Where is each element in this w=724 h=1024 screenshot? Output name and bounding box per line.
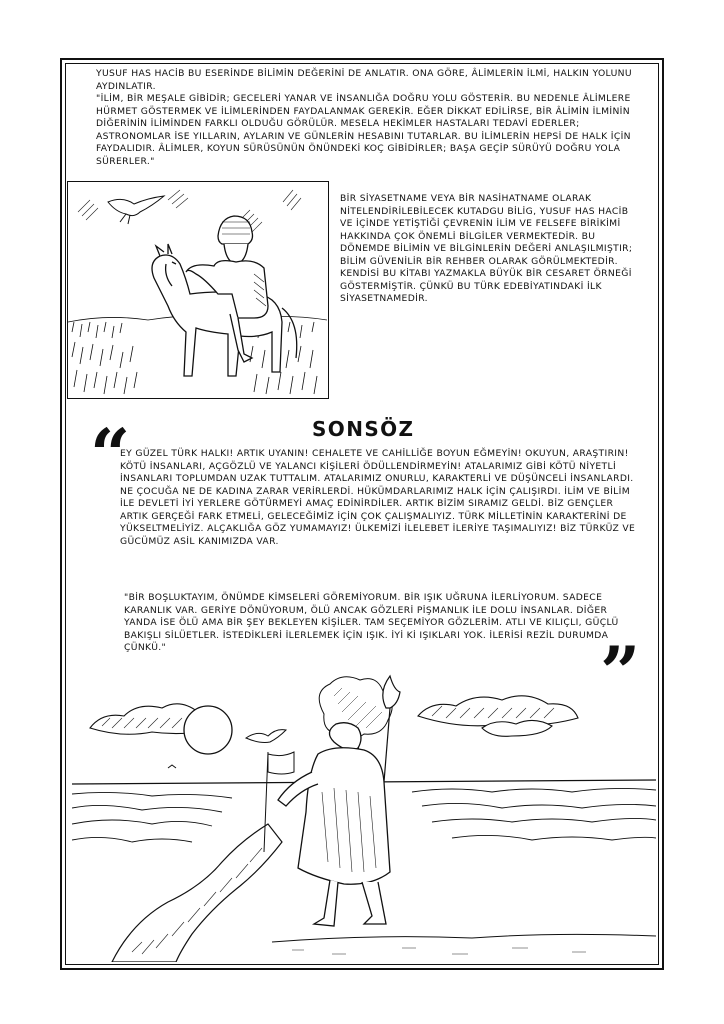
horseman-illustration — [67, 181, 329, 399]
wanderer-illustration — [72, 672, 656, 962]
horseman-drawing — [68, 182, 327, 397]
sun-icon — [184, 706, 232, 754]
intro-paragraph: YUSUF HAS HACİB BU ESERİNDE BİLİMİN DEĞERİNİ DE ANLATIR. ONA GÖRE, ÂLİMLERİN İLMİ, HALKIN YOLUNU AYDINLATIR. — [96, 68, 632, 92]
intro-quote: "İLİM, BİR MEŞALE GİBİDİR; GECELERİ YANAR VE İNSANLIĞA DOĞRU YOLU GÖSTERİR. BU NEDENLE ÂLİMLERE HÜRMET GÖSTERMEK VE İLİMLERİNDEN FAYDALANMAK GEREKİR. EĞER DİKKAT EDİLİRSE, BİR ÂLİMİN İLMİNİN DİĞERİNİN İLİMİNDEN FARKLI OLDUĞU GÖRÜLÜR. MESELA HEKİMLER HASTALARI TEDAVİ EDERLER; ASTRONOMLAR İSE YILLARIN, AYLARIN VE GÜNLERİN HESABINI TUTARLAR. BU İLİMLERİN HEPSİ DE HALK İÇİN FAYDALIDIR. ÂLİMLER, KOYUN SÜRÜSÜNÜN ÖNÜNDEKİ KOÇ GİBİDİRLER; BAŞA GEÇİP SÜRÜYÜ DOĞRU YOLA SÜRERLER." — [96, 93, 631, 167]
closing-quote-text: "BİR BOŞLUKTAYIM, ÖNÜMDE KİMSELERİ GÖREMİYORUM. BİR IŞIK UĞRUNA İLERLİYORUM. SADECE KARANLIK VAR. GERİYE DÖNÜYORUM, ÖLÜ ANCAK GÖZLERİ PİŞMANLIK İLE DOLU İNSANLAR. DİĞER YANDA İSE ÖLÜ AMA BİR ŞEY BEKLEYEN KİŞİLER. TAM SEÇEMİYOR GÖZLERİM. ATLI VE KILIÇLI, GÜÇLÜ BAKIŞLI SİLÜETLER. İSTEDİKLERİ İLERLEMEK İÇİN IŞIK. İYİ Kİ IŞIKLARI YOK. İLERİSİ REZİL DURUMDA ÇÜNKÜ." — [124, 592, 619, 653]
side-text-block: BİR SİYASETNAME VEYA BİR NASİHATNAME OLARAK NİTELENDİRİLEBİLECEK KUTADGU BİLİG, YUSUF HAS HACİB VE İÇİNDE YETİŞTİĞİ ÇEVRENİN İLİM VE FELSEFE BİRİKİMİ HAKKINDA ÇOK ÖNEMLİ BİLGİLER VERMEKTEDİR. BU DÖNEMDE BİLİMİN VE BİLGİNLERİN DEĞERİ ANLAŞILMIŞTIR; BİLİM GÜVENİLİR BİR REHBER OLARAK GÖRÜLMEKTEDİR. KENDİSİ BU KİTABI YAZMAKLA BÜYÜK BİR CESARET ÖRNEĞİ GÖSTERMİŞTİR. ÇÜNKÜ BU TÜRK EDEBİYATINDAKİ İLK SİYASETNAMEDİR. — [340, 193, 633, 304]
close-quote-mark: ” — [600, 631, 641, 714]
epilogue-text: EY GÜZEL TÜRK HALKI! ARTIK UYANIN! CEHALETE VE CAHİLLİĞE BOYUN EĞMEYİN! OKUYUN, ARAŞTIRIN! KÖTÜ İNSANLARI, AÇGÖZLÜ VE YALANCI KİŞİLERİ ÖDÜLLENDİRMEYİN! ATALARIMIZ GİBİ KÖTÜ NİYETLİ İNSANLARI TOPLUMDAN UZAK TUTTALIM. ATALARIMIZ ONURLU, KARAKTERLİ VE DÜŞÜNCELİ İNSANLARDI. NE ÇOCUĞA NE DE KADINA ZARAR VERİRLERDİ. HÜKÜMDARLARIMIZ HALK İÇİN ÇALIŞIRDI. İLİM VE BİLİM İLE DEVLETİ İYİ YERLERE GÖTÜRMEYİ AMAÇ EDİNİRDİLER. ARTIK BİZİM SIRAMIZ GELDİ. BİZ GENÇLER ARTIK GERÇEĞİ FARK ETMELİ, GELECEĞİMİZ İÇİN ÇOK ÇALIŞMALIYIZ. TÜRK MİLLETİNİN KARAKTERİNİ DE YÜKSELTMELİYİZ. ALÇAKLIĞA GÖZ YUMAMAYIZ! ÜLKEMİZİ İLELEBET İLERİYE TAŞIMALIYIZ! BİZ TÜRKÜZ VE GÜCÜMÜZ ASİL KANIMIZDA VAR. — [120, 448, 636, 547]
intro-text-block — [96, 68, 656, 168]
open-quote-mark: “ — [90, 413, 131, 496]
wanderer-drawing — [72, 672, 656, 962]
section-title: SONSÖZ — [312, 417, 415, 441]
